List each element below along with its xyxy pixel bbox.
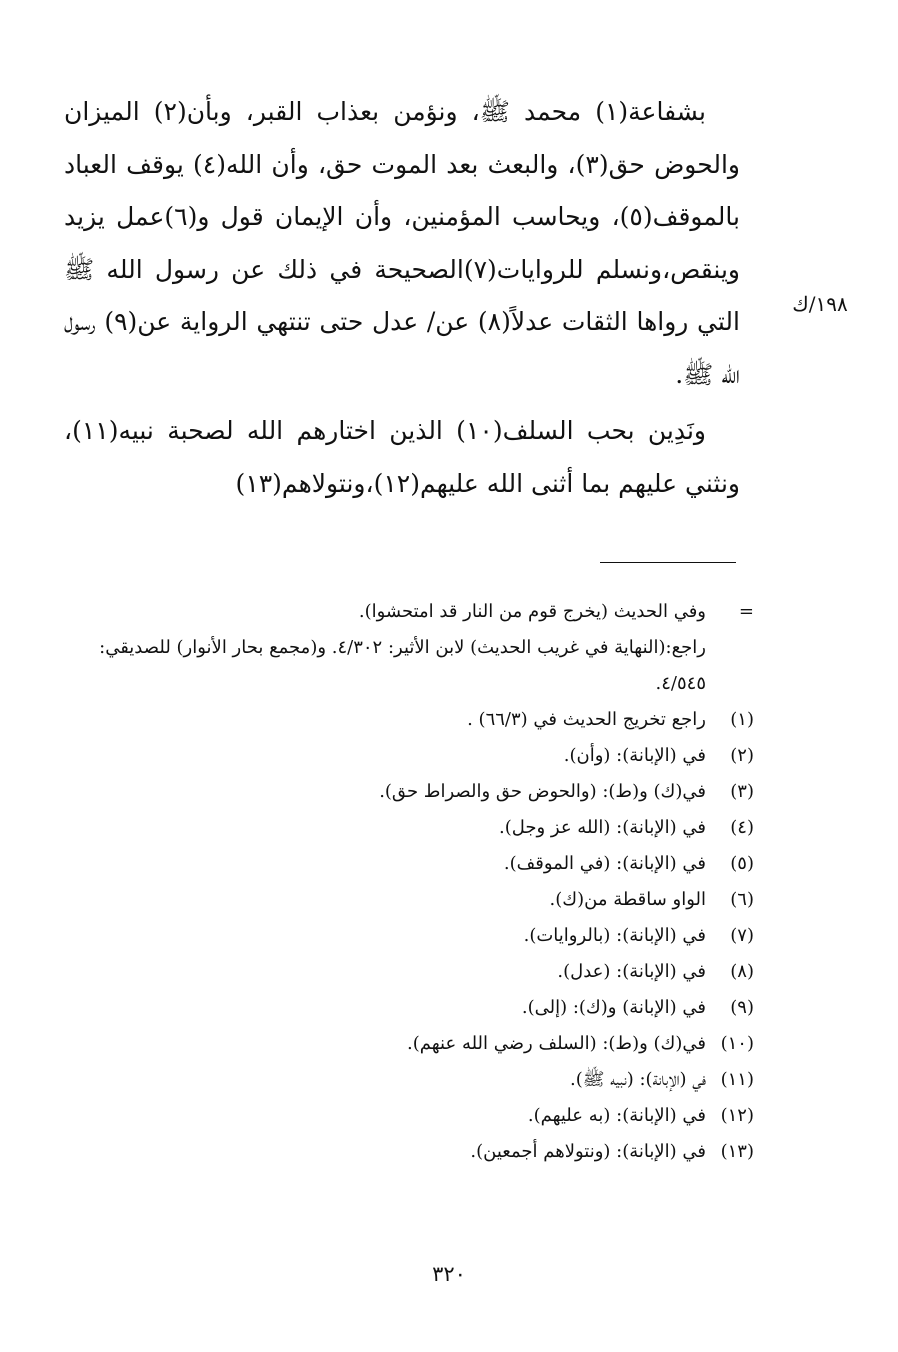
footnote-item xyxy=(64,774,754,810)
paragraph: ونَدِين بحب السلف(١٠) الذين اختارهم الله لصحبة نبيه(١١)، ونثني عليهم بما أثنى الله عليهم(١٢)،ونتولاهم(١٣) xyxy=(64,416,740,498)
footnote-text: في (الإبانة) و(ك): (إلى). xyxy=(521,997,706,1018)
continuation-marker: = xyxy=(738,601,754,622)
footnote-continuation xyxy=(64,594,754,702)
footnote-item xyxy=(64,738,754,774)
footnote-number: (٢) xyxy=(730,745,754,766)
footnote-text: في (الإبانة): (في الموقف). xyxy=(503,853,706,874)
footnote-number: (١) xyxy=(730,709,754,730)
footnote-number: (١٠) xyxy=(720,1033,754,1054)
footnote-item xyxy=(64,882,754,918)
footnote-text: في(ك) و(ط): (السلف رضي الله عنهم). xyxy=(407,1033,706,1054)
footnote-text: في(ك) و(ط): (والحوض حق والصراط حق). xyxy=(379,781,706,802)
footnote-number: (٩) xyxy=(730,997,754,1018)
footnote-item xyxy=(64,918,754,954)
footnote-number: (١٣) xyxy=(720,1141,754,1162)
footnote-number: (١١) xyxy=(720,1069,754,1090)
footnote-text: في (الإبانة): (بالروايات). xyxy=(523,925,706,946)
footnote-text: في (الإبانة): (عدل). xyxy=(557,961,706,982)
footnote-number: (٣) xyxy=(730,781,754,802)
footnote-item xyxy=(64,954,754,990)
footnotes xyxy=(64,594,754,1170)
footnote-number: (٥) xyxy=(730,853,754,874)
footnote-text: الواو ساقطة من(ك). xyxy=(549,889,706,910)
footnote-text: في (الإبانة): (به عليهم). xyxy=(527,1105,706,1126)
footnote-item xyxy=(64,1026,754,1062)
footnote-item xyxy=(64,1134,754,1170)
footnote-item xyxy=(64,702,754,738)
footnote-item xyxy=(64,990,754,1026)
footnote-text: في (الإبانة): (نبيه ﷺ). xyxy=(570,1069,706,1090)
margin-note: ١٩٨/ك xyxy=(792,292,848,316)
footnote-list xyxy=(64,702,754,1170)
main-text xyxy=(64,86,740,510)
paragraph: بشفاعة(١) محمد ﷺ، ونؤمن بعذاب القبر، وبأن(٢) الميزان والحوض حق(٣)، والبعث بعد الموت حق، وأن الله(٤) يوقف العباد بالموقف(٥)، ويحاسب المؤمنين، وأن الإيمان قول و(٦)عمل يزيد وينقص،ونسلم للروايات(٧)الصحيحة في ذلك عن رسول الله ﷺ التي رواها الثقات عدلاً(٨) عن/ عدل حتى تنتهي الرواية عن(٩) رسول الله ﷺ. xyxy=(64,97,740,389)
footnote-text: راجع تخريج الحديث في (٦٦/٣) . xyxy=(467,709,706,730)
footnote-divider xyxy=(600,562,736,563)
footnote-text: في (الإبانة): (وأن). xyxy=(563,745,706,766)
footnote-continuation-line: وفي الحديث (يخرج قوم من النار قد امتحشوا). xyxy=(358,601,706,622)
footnote-number: (٦) xyxy=(730,889,754,910)
footnote-text: في (الإبانة): (الله عز وجل). xyxy=(498,817,706,838)
footnote-item xyxy=(64,810,754,846)
footnote-text: في (الإبانة): (ونتولاهم أجمعين). xyxy=(470,1141,706,1162)
footnote-item xyxy=(64,846,754,882)
footnote-number: (٨) xyxy=(730,961,754,982)
page-number: ٣٢٠ xyxy=(432,1262,466,1286)
footnote-number: (٧) xyxy=(730,925,754,946)
footnote-continuation-line: راجع:(النهاية في غريب الحديث) لابن الأثير: ٤/٣٠٢. و(مجمع بحار الأنوار) للصديقي: ٤/٥٤٥. xyxy=(99,637,706,694)
footnote-number: (١٢) xyxy=(720,1105,754,1126)
footnote-item xyxy=(64,1062,754,1098)
footnote-number: (٤) xyxy=(730,817,754,838)
footnote-item xyxy=(64,1098,754,1134)
